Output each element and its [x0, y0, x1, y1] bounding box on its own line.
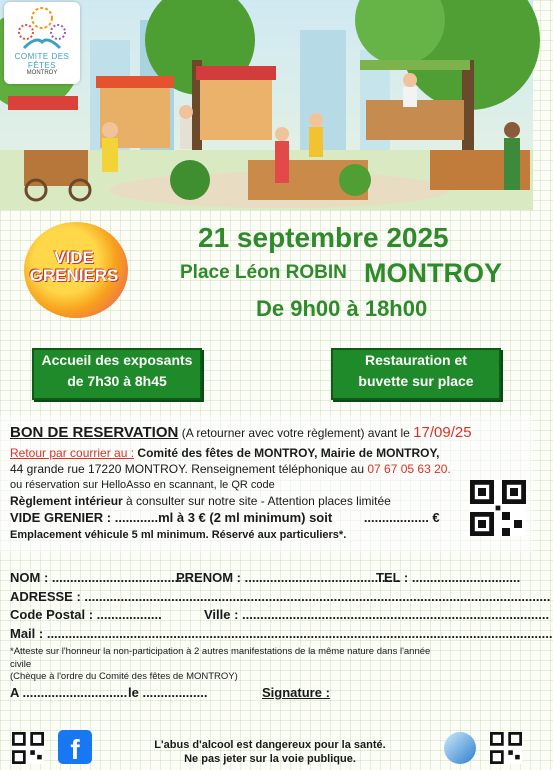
place-field[interactable]: A ............................. — [10, 685, 128, 700]
signature-label: Signature : — [262, 685, 330, 700]
reservation-mail-line — [10, 446, 439, 460]
badge-line1: VIDE — [54, 248, 94, 267]
prenom-field[interactable]: PRENOM : ........................................... — [176, 570, 400, 585]
alcohol-warning-line2: Ne pas jeter sur la voie publique. — [184, 753, 356, 765]
mail-field[interactable]: Mail : ............................................................................................................................................ — [10, 626, 553, 641]
nom-field[interactable]: NOM : ...................................... — [10, 570, 190, 585]
facebook-icon[interactable]: f — [58, 730, 92, 764]
date-field[interactable]: le .................. — [128, 685, 208, 700]
exhibitors-line2: de 7h30 à 8h45 — [67, 373, 167, 389]
event-hours: De 9h00 à 18h00 — [256, 296, 428, 321]
qr-code-icon[interactable] — [12, 732, 44, 764]
reservation-phone-line — [10, 462, 451, 476]
mail-return-address: Comité des fêtes de MONTROY, Mairie de MONTROY, — [137, 446, 440, 460]
food-line1: Restauration et — [365, 352, 467, 368]
tel-field[interactable]: TEL : .............................. — [376, 570, 521, 585]
mail-return-label: Retour par courrier au : — [10, 446, 135, 460]
vide-grenier-price-line — [10, 511, 440, 525]
fireworks-logo-icon — [16, 6, 68, 50]
attestation-line1: *Atteste sur l'honneur la non-participation à 2 autres manifestations de la même nature dans l'année — [10, 646, 431, 657]
alcohol-warning — [150, 738, 390, 766]
reservation-deadline: 17/09/25 — [413, 424, 472, 441]
exhibitors-line1: Accueil des exposants — [41, 352, 193, 368]
vehicle-line: Emplacement véhicule 5 ml minimum. Réservé aux particuliers*. — [10, 529, 347, 541]
rules-line — [10, 494, 391, 508]
price-formula: VIDE GRENIER : ............ml à 3 € (2 ml minimum) soit — [10, 510, 333, 525]
attestation-line2: civile — [10, 659, 32, 670]
reservation-title-line — [10, 426, 472, 440]
helloasso-line: ou réservation sur HelloAsso en scannant, le QR code — [10, 479, 275, 491]
badge-line2: GRENIERS — [29, 266, 119, 285]
ville-field[interactable]: Ville : ..................................................................................... — [204, 607, 550, 622]
address-phone-text: 44 grande rue 17220 MONTROY. Renseignement téléphonique au — [10, 462, 365, 476]
price-total: .................. € — [363, 510, 440, 525]
logo-town: MONTROY — [26, 70, 58, 76]
alcohol-warning-line1: L'abus d'alcool est dangereux pour la santé. — [154, 739, 386, 751]
phone-number[interactable]: 07 67 05 63 20. — [367, 462, 451, 476]
food-drinks-box — [331, 348, 501, 400]
food-line2: buvette sur place — [358, 373, 474, 389]
rules-text: à consulter sur notre site - Attention places limitée — [126, 494, 391, 508]
qr-code-icon[interactable] — [490, 732, 522, 764]
rules-label: Règlement intérieur — [10, 494, 123, 508]
cheque-note: (Chèque à l'ordre du Comité des fêtes de MONTROY) — [10, 671, 238, 682]
reservation-note: (A retourner avec votre règlement) avant le — [181, 426, 410, 440]
helloasso-icon[interactable] — [444, 732, 476, 764]
event-date: 21 septembre 2025 — [198, 222, 449, 253]
adresse-field[interactable]: ADRESSE : ................................................................................................................................. — [10, 589, 551, 604]
vide-greniers-badge-text — [28, 249, 120, 285]
event-town: MONTROY — [364, 258, 502, 288]
code-postal-field[interactable]: Code Postal : .................. — [10, 607, 162, 622]
reservation-title: BON DE RESERVATION — [10, 424, 179, 441]
qr-code-icon[interactable] — [470, 480, 526, 536]
event-place: Place Léon ROBIN — [180, 262, 347, 283]
exhibitors-welcome-box — [32, 348, 202, 400]
comite-des-fetes-logo — [4, 2, 80, 84]
logo-title: COMITE DES FÊTES — [14, 52, 70, 70]
